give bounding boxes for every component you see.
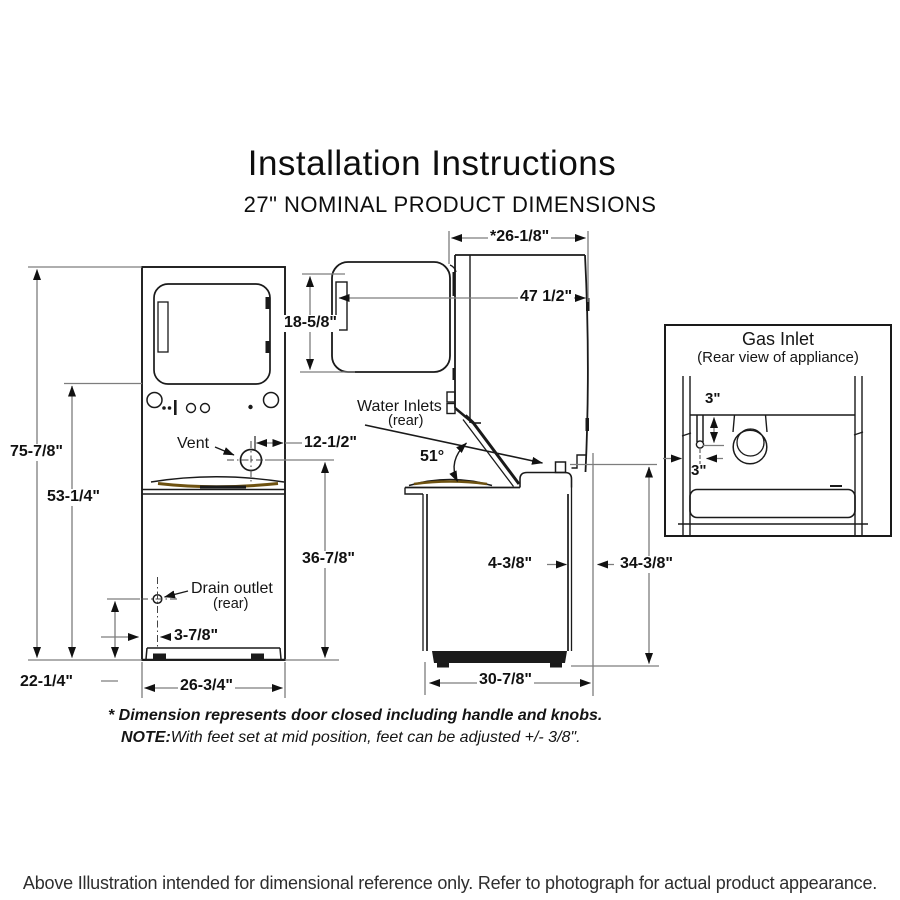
washer-console (520, 473, 572, 488)
page-subtitle: 27" NOMINAL PRODUCT DIMENSIONS (243, 192, 657, 217)
dim-drain-offset: 3-7/8" (174, 627, 219, 644)
dim-base-depth: 30-7/8" (479, 671, 532, 688)
water-inlets-sublabel: (rear) (388, 413, 424, 429)
angle-arc (454, 443, 466, 482)
door-hinge-bottom (266, 341, 270, 353)
gas-inlet-subtitle: (Rear view of appliance) (697, 349, 859, 366)
footer-disclaimer: Above Illustration intended for dimensional reference only. Refer to photograph for actual product appearance. (22, 873, 878, 893)
dim-door-height: 18-5/8" (284, 314, 337, 331)
note-label: NOTE: (121, 729, 171, 746)
door-hinge-top (266, 297, 270, 309)
dryer-door (154, 284, 270, 384)
dim-rear-offset: 4-3/8" (488, 555, 533, 572)
washer-base (432, 651, 567, 663)
note-feet (121, 730, 581, 747)
panel-trim-curve (151, 477, 284, 482)
dim-cabinet-depth: *26-1/8" (490, 228, 550, 245)
foot-left (153, 654, 166, 660)
gas-inlet-title: Gas Inlet (741, 329, 815, 349)
foot-right (251, 654, 264, 660)
open-door-side (332, 262, 450, 372)
dim-drain-height: 22-1/4" (20, 673, 73, 690)
dim-cabinet-width: 26-3/4" (180, 677, 233, 694)
water-valve-upper (447, 392, 455, 402)
water-inlets-leader (365, 425, 543, 463)
drain-outlet-label: Drain outlet (191, 580, 273, 597)
access-panel (690, 490, 855, 518)
dim-vent-height: 36-7/8" (302, 550, 355, 567)
door-handle (158, 302, 168, 352)
gas-dim-horizontal: 3" (691, 462, 707, 479)
water-inlets-label: Water Inlets (357, 398, 442, 415)
dim-height-to-panel: 53-1/4" (47, 488, 100, 505)
note-feet-text: With feet set at mid position, feet can be adjusted +/- 3/8". (170, 729, 581, 746)
dim-height-total: 75-7/8" (10, 443, 63, 460)
washer-foot-front (437, 663, 449, 668)
page-title: Installation Instructions (247, 144, 617, 183)
side-view-dimensions (300, 228, 659, 696)
dim-depth-door-open: 47 1/2" (520, 288, 573, 305)
washer-foot-rear (550, 663, 562, 668)
water-inlet-nub (556, 462, 566, 473)
note-asterisk: * Dimension represents door closed including handle and knobs. (108, 707, 603, 724)
side-view-drawing (332, 255, 590, 668)
dim-vent-offset: 12-1/2" (304, 434, 357, 451)
open-lid (466, 416, 520, 485)
dim-washer-height: 34-3/8" (620, 555, 673, 572)
gas-dim-vertical: 3" (705, 390, 721, 407)
drain-leader (165, 591, 189, 597)
water-valve-lower (447, 404, 455, 414)
dim-lid-angle: 51° (420, 448, 445, 465)
vent-label: Vent (177, 435, 210, 452)
knob-left (147, 393, 162, 408)
vent-leader (215, 447, 234, 455)
drain-outlet-sublabel: (rear) (213, 596, 249, 612)
knob-right (264, 393, 279, 408)
